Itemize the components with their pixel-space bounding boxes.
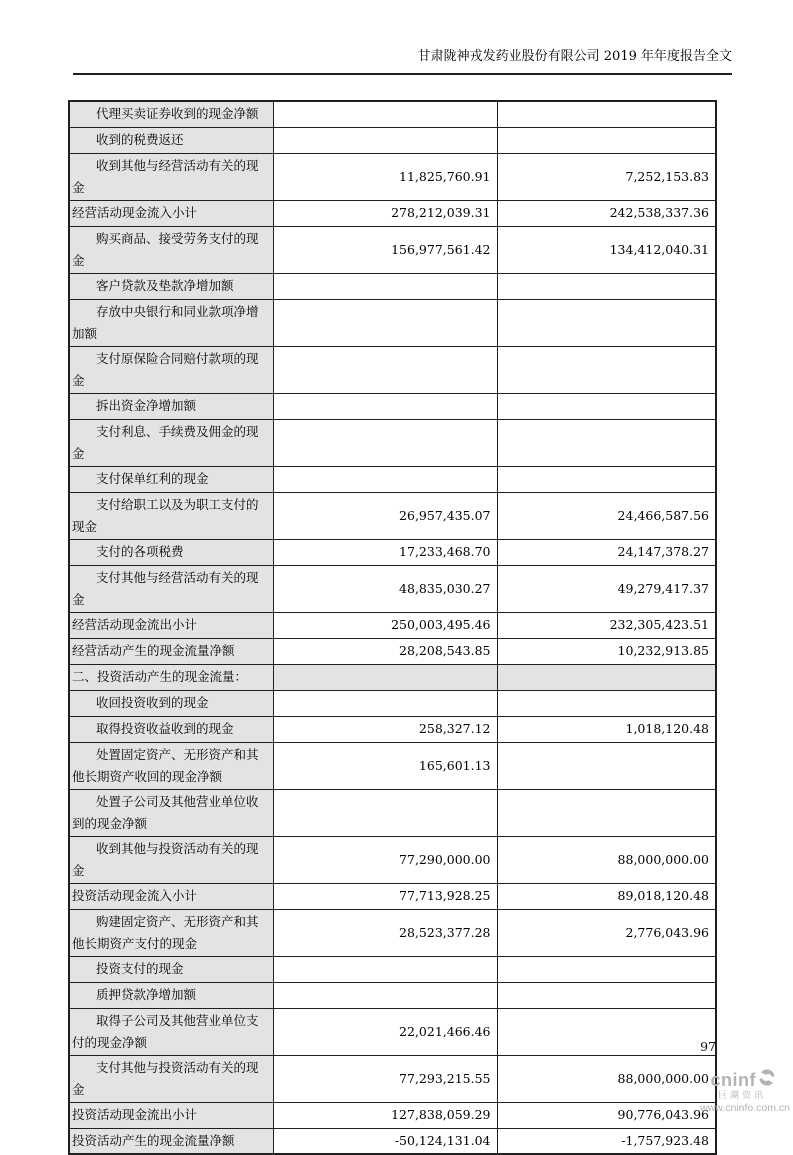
value-current-cell (273, 101, 497, 127)
row-label-cell (69, 419, 273, 466)
value-prior-cell (497, 346, 716, 393)
row-label: 经营活动现金流入小计 (72, 205, 198, 220)
row-label-cell (69, 1055, 273, 1102)
table-row (69, 299, 716, 346)
row-label: 支付给职工以及为职工支付的现金 (72, 496, 259, 534)
value-prior-cell: 24,466,587.56 (497, 492, 716, 539)
value-current-cell: 26,957,435.07 (273, 492, 497, 539)
row-label-cell (69, 638, 273, 664)
cninfo-name-cn: 巨潮资讯 (717, 1090, 766, 1100)
row-label-cell (69, 789, 273, 836)
row-label: 经营活动现金流出小计 (72, 617, 198, 632)
table-row (69, 883, 716, 909)
row-label-cell (69, 716, 273, 742)
value-current-cell (273, 127, 497, 153)
value-current-cell (273, 273, 497, 299)
row-label-cell (69, 200, 273, 226)
row-label-cell (69, 742, 273, 789)
table-row (69, 127, 716, 153)
table-row (69, 101, 716, 127)
row-label-cell (69, 153, 273, 200)
value-current-cell: 28,523,377.28 (273, 909, 497, 956)
value-current-cell (273, 956, 497, 982)
row-label: 处置子公司及其他营业单位收到的现金净额 (72, 793, 259, 831)
row-label: 支付利息、手续费及佣金的现金 (72, 423, 259, 461)
row-label-cell (69, 565, 273, 612)
value-prior-cell (497, 273, 716, 299)
value-prior-cell: 49,279,417.37 (497, 565, 716, 612)
value-prior-cell: 88,000,000.00 (497, 1055, 716, 1102)
row-label: 支付其他与投资活动有关的现金 (72, 1059, 259, 1097)
row-label: 购买商品、接受劳务支付的现金 (72, 230, 259, 268)
table-row (69, 565, 716, 612)
row-label: 支付原保险合同赔付款项的现金 (72, 350, 259, 388)
value-current-cell: 250,003,495.46 (273, 612, 497, 638)
value-current-cell (273, 982, 497, 1008)
table-row (69, 1008, 716, 1055)
table-row (69, 1102, 716, 1128)
row-label-cell (69, 612, 273, 638)
cash-flow-table-body (69, 101, 716, 1154)
value-current-cell: 165,601.13 (273, 742, 497, 789)
row-label: 存放中央银行和同业款项净增加额 (72, 303, 259, 341)
table-row (69, 612, 716, 638)
table-row (69, 153, 716, 200)
row-label-cell (69, 909, 273, 956)
table-row (69, 836, 716, 883)
value-current-cell (273, 690, 497, 716)
value-current-cell: 28,208,543.85 (273, 638, 497, 664)
cash-flow-table (68, 100, 717, 1155)
value-current-cell: 77,713,928.25 (273, 883, 497, 909)
row-label: 收回投资收到的现金 (96, 695, 209, 710)
table-row (69, 690, 716, 716)
row-label: 支付的各项税费 (96, 544, 184, 559)
value-prior-cell: -1,757,923.48 (497, 1128, 716, 1154)
value-prior-cell: 232,305,423.51 (497, 612, 716, 638)
row-label: 投资活动产生的现金流量净额 (72, 1132, 235, 1148)
table-row (69, 346, 716, 393)
value-current-cell: 17,233,468.70 (273, 539, 497, 565)
value-current-cell (273, 346, 497, 393)
row-label-cell (69, 539, 273, 565)
cninfo-brand-row (650, 1070, 777, 1090)
table-row (69, 664, 716, 690)
value-current-cell (273, 664, 497, 690)
value-current-cell: 77,290,000.00 (273, 836, 497, 883)
row-label: 经营活动产生的现金流量净额 (72, 643, 235, 658)
value-prior-cell (497, 982, 716, 1008)
row-label: 拆出资金净增加额 (96, 398, 197, 413)
row-label-cell (69, 346, 273, 393)
value-prior-cell (497, 956, 716, 982)
value-prior-cell: 134,412,040.31 (497, 226, 716, 273)
row-label-cell (69, 690, 273, 716)
value-prior-cell: 24,147,378.27 (497, 539, 716, 565)
value-current-cell (273, 393, 497, 419)
row-label-cell (69, 664, 273, 690)
table-row (69, 419, 716, 466)
table-row (69, 273, 716, 299)
row-label: 购建固定资产、无形资产和其他长期资产支付的现金 (72, 913, 259, 951)
value-prior-cell (497, 1008, 716, 1055)
value-prior-cell (497, 664, 716, 690)
row-label-cell (69, 466, 273, 492)
value-current-cell: 127,838,059.29 (273, 1102, 497, 1128)
row-label-cell (69, 492, 273, 539)
table-row (69, 539, 716, 565)
value-current-cell: 22,021,466.46 (273, 1008, 497, 1055)
cninfo-swirl-icon (757, 1068, 777, 1092)
row-label: 代理买卖证券收到的现金净额 (96, 106, 259, 122)
value-current-cell (273, 466, 497, 492)
row-label-cell (69, 393, 273, 419)
value-current-cell: -50,124,131.04 (273, 1128, 497, 1154)
row-label-cell (69, 956, 273, 982)
value-prior-cell: 10,232,913.85 (497, 638, 716, 664)
table-row (69, 1128, 716, 1154)
cash-flow-statement (68, 100, 717, 1155)
row-label-cell (69, 1008, 273, 1055)
report-header-title: 甘肃陇神戎发药业股份有限公司 2019 年年度报告全文 (417, 49, 732, 64)
value-prior-cell: 7,252,153.83 (497, 153, 716, 200)
row-label-cell (69, 273, 273, 299)
row-label: 收到其他与经营活动有关的现金 (72, 157, 259, 195)
row-label: 质押贷款净增加额 (96, 987, 197, 1002)
value-current-cell (273, 299, 497, 346)
row-label: 支付保单红利的现金 (96, 471, 209, 486)
cninfo-url: www.cninfo.com.cn (700, 1102, 790, 1114)
row-label-cell (69, 883, 273, 909)
value-prior-cell: 242,538,337.36 (497, 200, 716, 226)
table-row (69, 982, 716, 1008)
row-label: 投资活动现金流出小计 (72, 1107, 198, 1122)
table-row (69, 956, 716, 982)
table-row (69, 466, 716, 492)
row-label: 取得投资收益收到的现金 (96, 721, 234, 736)
row-label: 收到的税费返还 (96, 132, 184, 147)
row-label: 二、投资活动产生的现金流量： (72, 669, 248, 684)
value-prior-cell: 1,018,120.48 (497, 716, 716, 742)
value-prior-cell: 90,776,043.96 (497, 1102, 716, 1128)
cninfo-logo (650, 1070, 790, 1115)
row-label-cell (69, 299, 273, 346)
page-number: 97 (700, 1039, 716, 1054)
value-current-cell: 156,977,561.42 (273, 226, 497, 273)
value-current-cell: 77,293,215.55 (273, 1055, 497, 1102)
value-current-cell (273, 419, 497, 466)
row-label-cell (69, 101, 273, 127)
value-current-cell: 11,825,760.91 (273, 153, 497, 200)
table-row (69, 716, 716, 742)
row-label-cell (69, 982, 273, 1008)
value-prior-cell (497, 690, 716, 716)
table-row (69, 638, 716, 664)
value-prior-cell: 89,018,120.48 (497, 883, 716, 909)
value-prior-cell (497, 101, 716, 127)
table-row (69, 492, 716, 539)
value-current-cell: 278,212,039.31 (273, 200, 497, 226)
row-label: 客户贷款及垫款净增加额 (96, 278, 234, 293)
row-label: 收到其他与投资活动有关的现金 (72, 840, 259, 878)
row-label-cell (69, 1102, 273, 1128)
row-label-cell (69, 226, 273, 273)
value-prior-cell: 88,000,000.00 (497, 836, 716, 883)
value-prior-cell (497, 789, 716, 836)
value-prior-cell (497, 127, 716, 153)
row-label: 取得子公司及其他营业单位支付的现金净额 (72, 1012, 259, 1050)
report-header (73, 46, 732, 75)
cninfo-brand: cninf (710, 1070, 756, 1090)
value-prior-cell (497, 419, 716, 466)
table-row (69, 742, 716, 789)
row-label: 支付其他与经营活动有关的现金 (72, 569, 259, 607)
value-prior-cell: 2,776,043.96 (497, 909, 716, 956)
row-label: 投资活动现金流入小计 (72, 888, 198, 903)
value-prior-cell (497, 742, 716, 789)
table-row (69, 393, 716, 419)
row-label: 处置固定资产、无形资产和其他长期资产收回的现金净额 (72, 746, 259, 784)
row-label-cell (69, 836, 273, 883)
table-row (69, 200, 716, 226)
row-label-cell (69, 1128, 273, 1154)
value-current-cell (273, 789, 497, 836)
value-prior-cell (497, 466, 716, 492)
table-row (69, 909, 716, 956)
row-label: 投资支付的现金 (96, 961, 184, 976)
table-row (69, 789, 716, 836)
table-row (69, 1055, 716, 1102)
table-row (69, 226, 716, 273)
value-prior-cell (497, 299, 716, 346)
value-current-cell: 48,835,030.27 (273, 565, 497, 612)
row-label-cell (69, 127, 273, 153)
value-prior-cell (497, 393, 716, 419)
value-current-cell: 258,327.12 (273, 716, 497, 742)
